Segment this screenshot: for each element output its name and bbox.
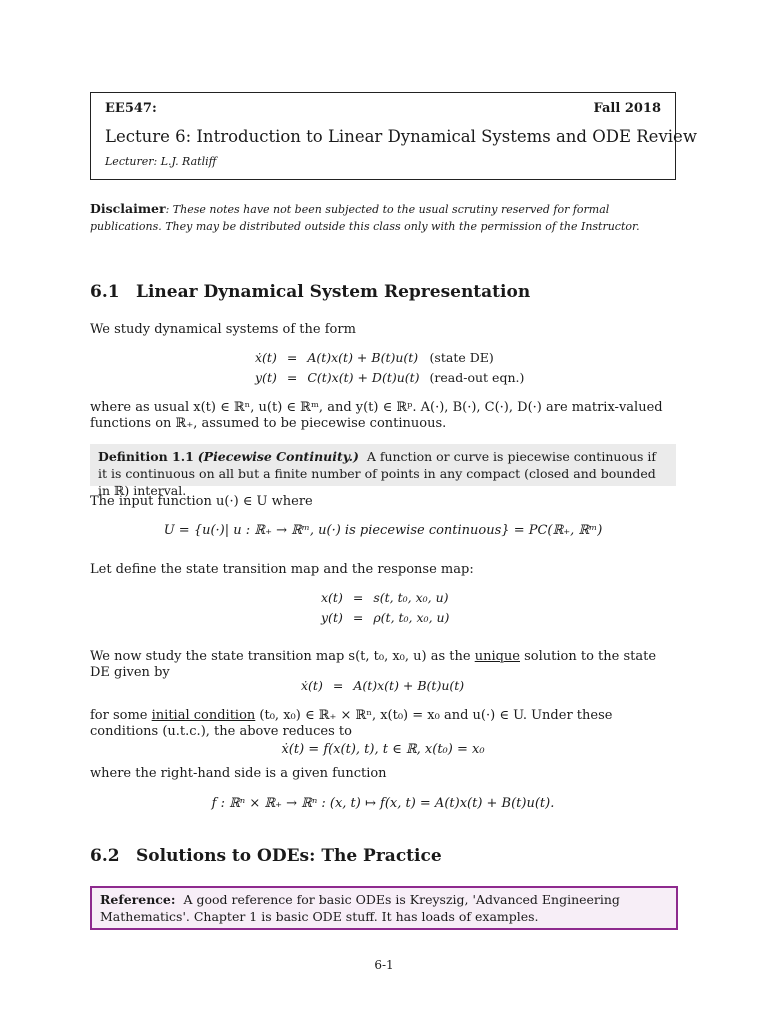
eq-lhs: ẋ(t) — [301, 678, 323, 693]
eq-rhs: A(t)x(t) + B(t)u(t) — [353, 678, 465, 693]
definition-box — [90, 444, 676, 498]
eq-rhs: ρ(t, t₀, x₀, u) — [373, 610, 450, 625]
input-paragraph: The input function u(·) ∈ U where — [90, 494, 313, 509]
section-heading-6-1 — [90, 282, 530, 302]
definition-name: (Piecewise Continuity.) — [197, 449, 359, 464]
lecture-header-box — [90, 92, 697, 180]
map-equations — [316, 588, 454, 628]
eq-rhs: C(t)x(t) + D(t)u(t) — [307, 370, 420, 385]
disclaimer-text: : These notes have not been subjected to the usual scrutiny reserved for formal publications. They may be distributed outside this class only with the permission of the Instructor. — [90, 203, 640, 233]
intro-paragraph: We study dynamical systems of the form — [90, 322, 356, 337]
eq-note: (state DE) — [429, 350, 494, 365]
section-heading-6-2 — [90, 846, 442, 866]
text-span: for some — [90, 708, 152, 723]
map-intro-paragraph: Let define the state transition map and the response map: — [90, 562, 474, 577]
state-equation — [296, 676, 469, 696]
underlined-term: initial condition — [151, 708, 256, 723]
page-number: 6-1 — [374, 958, 394, 972]
section-title: Solutions to ODEs: The Practice — [136, 846, 442, 866]
definition-label: Definition 1.1 — [98, 449, 194, 464]
eq-lhs: y(t) — [255, 370, 277, 385]
definition-text: A function or curve is piecewise continuous if it is continuous on all but a finite number of points in any compact (closed and bounded in ℝ) interval. — [98, 449, 657, 498]
eq-lhs: y(t) — [321, 610, 343, 625]
equation-row: ẋ(t) = A(t)x(t) + B(t)u(t) (state DE) — [250, 348, 529, 368]
equation-row: ẋ(t) = A(t)x(t) + B(t)u(t) — [296, 676, 469, 696]
section-number: 6.2 — [90, 846, 120, 866]
reference-text: A good reference for basic ODEs is Kreyszig, 'Advanced Engineering Mathematics'. Chapter 1 is basic ODE stuff. It has loads of examples. — [100, 892, 620, 924]
lecture-title: Lecture 6: Introduction to Linear Dynamical Systems and ODE Review — [105, 127, 697, 146]
text-span: (t₀, x₀) ∈ ℝ₊ × ℝⁿ, x(t₀) = x₀ and u(·) ∈ U. Under these conditions (u.t.c.), the above reduces to — [90, 708, 613, 739]
system-equations — [250, 348, 529, 388]
initial-condition-paragraph — [90, 708, 680, 740]
reduced-ode-equation: ẋ(t) = f(x(t), t), t ∈ ℝ, x(t₀) = x₀ — [281, 742, 485, 757]
input-set-equation: U = {u(·)| u : ℝ₊ → ℝᵐ, u(·) is piecewise continuous} = PC(ℝ₊, ℝᵐ) — [163, 523, 603, 538]
section-number: 6.1 — [90, 282, 120, 302]
eq-rhs: s(t, t₀, x₀, u) — [373, 590, 449, 605]
equation-row: y(t) = C(t)x(t) + D(t)u(t) (read-out eqn.) — [250, 368, 529, 388]
where-paragraph: where as usual x(t) ∈ ℝⁿ, u(t) ∈ ℝᵐ, and y(t) ∈ ℝᵖ. A(·), B(·), C(·), D(·) are matrix-valued functions on ℝ₊, assumed to be piecewise continuous. — [90, 400, 663, 431]
rhs-paragraph: where the right-hand side is a given function — [90, 766, 387, 781]
disclaimer-label: Disclaimer — [90, 201, 166, 216]
rhs-function-equation: f : ℝⁿ × ℝ₊ → ℝⁿ : (x, t) ↦ f(x, t) = A(t)x(t) + B(t)u(t). — [211, 796, 555, 811]
reference-box — [90, 886, 678, 930]
eq-lhs: x(t) — [321, 590, 343, 605]
equation-row: y(t) = ρ(t, t₀, x₀, u) — [316, 608, 454, 628]
term: Fall 2018 — [593, 101, 661, 116]
text-span: We now study the state transition map s(t, t₀, x₀, u) as the — [90, 649, 475, 664]
course-code: EE547: — [105, 101, 157, 116]
underlined-word: unique — [474, 649, 520, 664]
disclaimer — [90, 201, 680, 235]
reference-label: Reference: — [100, 892, 176, 907]
eq-lhs: ẋ(t) — [255, 350, 277, 365]
lecturer: Lecturer: L.J. Ratliff — [105, 155, 217, 168]
eq-note: (read-out eqn.) — [429, 370, 525, 385]
eq-rhs: A(t)x(t) + B(t)u(t) — [307, 350, 419, 365]
equation-row: x(t) = s(t, t₀, x₀, u) — [316, 588, 454, 608]
text-span: solution to the state DE given by — [90, 649, 657, 680]
section-title: Linear Dynamical System Representation — [136, 282, 531, 302]
